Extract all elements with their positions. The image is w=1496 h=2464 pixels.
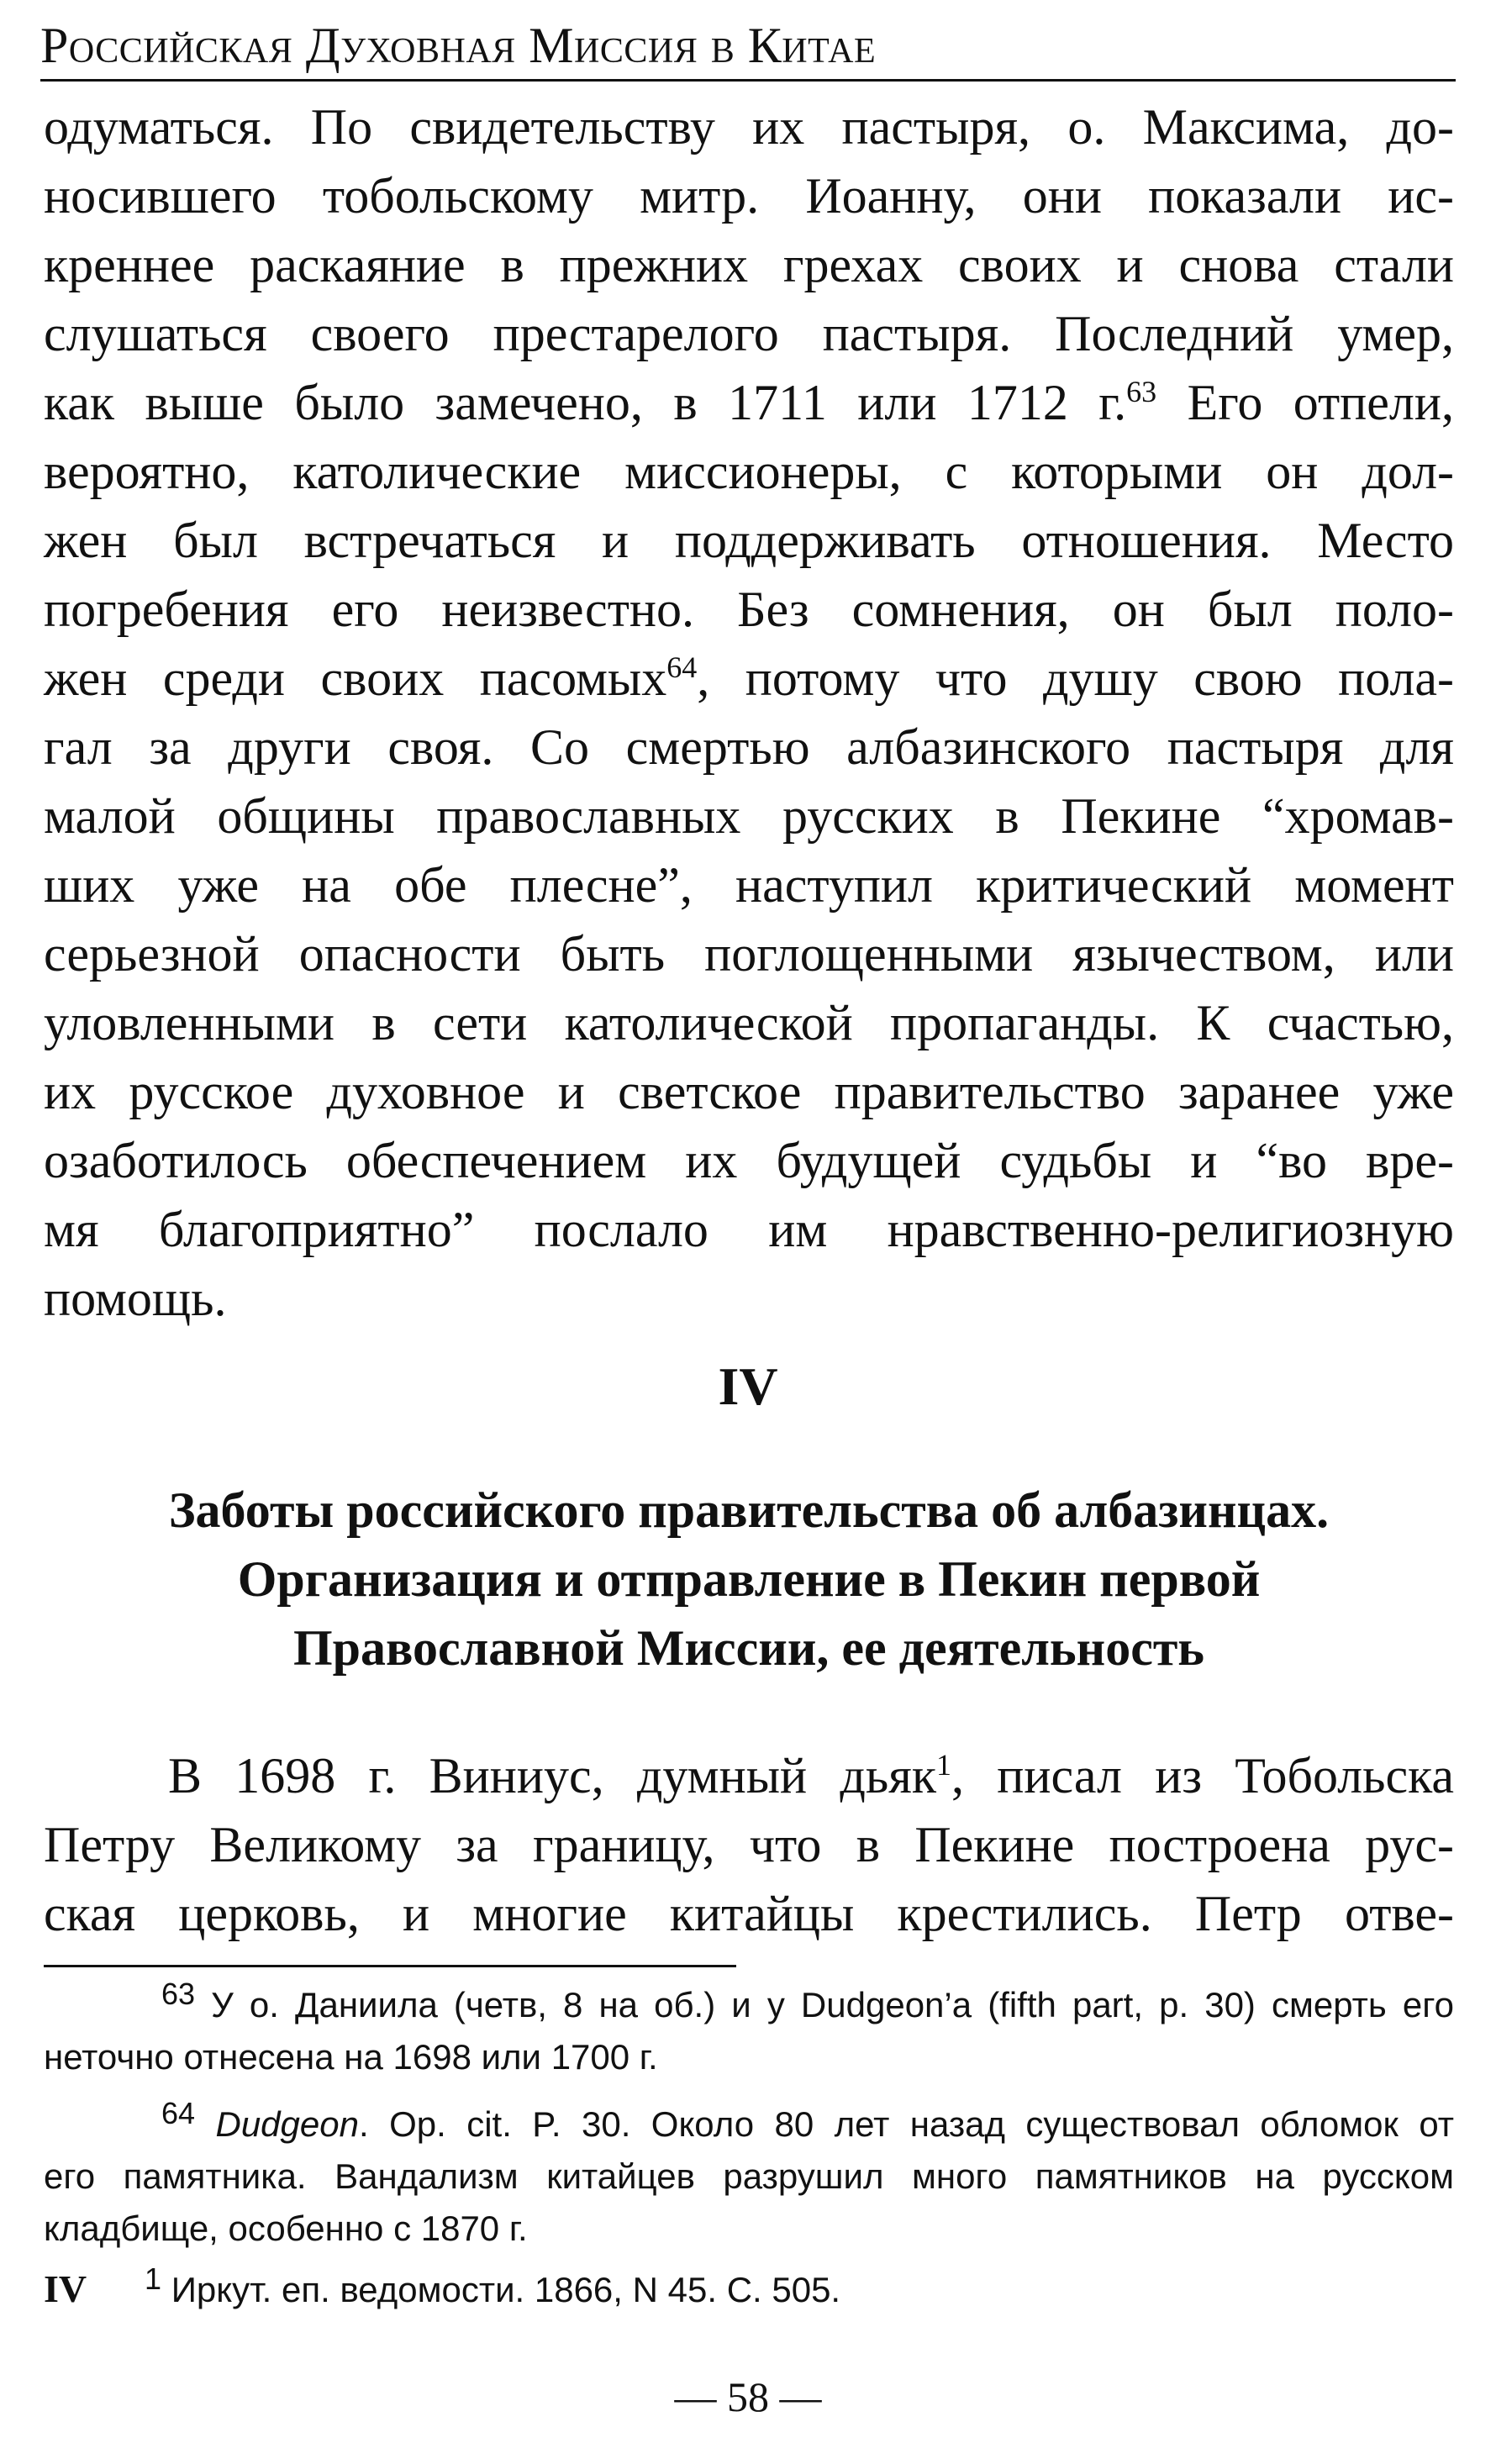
- paragraph-1: [44, 92, 1454, 1333]
- footnote-text: Иркут. еп. ведомости. 1866, N 45. С. 505.: [161, 2270, 841, 2309]
- text-line: [44, 644, 1454, 713]
- text-line: вероятно, католические миссионеры, с которыми он дол-: [44, 444, 1454, 499]
- header-rule: [40, 79, 1456, 82]
- footnote-ref-64[interactable]: 64: [666, 650, 698, 684]
- text-line: [44, 368, 1454, 437]
- text-line: ших уже на обе плесне”, наступил критический момент: [44, 857, 1454, 913]
- text-line: креннее раскаяние в прежних грехах своих и снова стали: [44, 237, 1454, 292]
- text-line: ская церковь, и многие китайцы крестились. Петр отве-: [44, 1886, 1454, 1941]
- footnote-ref-1[interactable]: 1: [936, 1748, 952, 1782]
- text-line: малой общины православных русских в Пекине “хромав-: [44, 788, 1454, 844]
- text-fragment: В 1698 г. Виниус, думный дьяк: [168, 1748, 937, 1803]
- text-fragment: Его отпели,: [1156, 375, 1454, 430]
- footnote-rule: [44, 1965, 736, 1967]
- text-line: одуматься. По свидетельству их пастыря, о. Максима, до-: [44, 99, 1454, 155]
- section-title: [44, 1476, 1454, 1682]
- text-line: слушаться своего престарелого пастыря. Последний умер,: [44, 306, 1454, 361]
- text-line: уловленными в сети католической пропаганды. К счастью,: [44, 995, 1454, 1050]
- footnote-section-label: IV: [44, 2267, 87, 2310]
- text-line: серьезной опасности быть поглощенными язычеством, или: [44, 926, 1454, 982]
- paragraph-2: [44, 1741, 1454, 1948]
- footnote-63-cont: неточно отнесена на 1698 или 1700 г.: [44, 2037, 658, 2077]
- footnote-mark-64: 64: [161, 2096, 196, 2130]
- footnote-ref-63[interactable]: 63: [1126, 375, 1157, 408]
- footnote-author: Dudgeon: [215, 2104, 359, 2144]
- footnote-64-cont: его памятника. Вандализм китайцев разрушил много памятников на русском: [44, 2156, 1454, 2196]
- footnote-mark-1: 1: [145, 2261, 162, 2296]
- text-line: озаботилось обеспечением их будущей судьбы и “во вре-: [44, 1133, 1454, 1188]
- footnote-1: [44, 2263, 1454, 2316]
- text-fragment: как выше было замечено, в 1711 или 1712 г.: [44, 375, 1127, 430]
- page-number: — 58 —: [674, 2373, 822, 2420]
- footnotes: [44, 1979, 1454, 2316]
- footnote-64-cont: кладбище, особенно с 1870 г.: [44, 2209, 528, 2248]
- text-line: помощь.: [44, 1271, 227, 1326]
- text-fragment: , потому что душу свою пола-: [697, 650, 1455, 706]
- running-head: Российская Духовная Миссия в Китае: [40, 18, 877, 73]
- text-line: [44, 1741, 1454, 1810]
- text-fragment: , писал из Тобольска: [951, 1748, 1454, 1803]
- text-line: их русское духовное и светское правительство заранее уже: [44, 1064, 1454, 1119]
- text-fragment: жен среди своих пасомых: [44, 650, 667, 706]
- text-line: жен был встречаться и поддерживать отношения. Место: [44, 513, 1454, 568]
- text-line: гал за други своя. Со смертью албазинского пастыря для: [44, 719, 1454, 775]
- footnote-text: . Op. cit. P. 30. Около 80 лет назад существовал обломок от: [358, 2104, 1454, 2144]
- text-line: носившего тобольскому митр. Иоанну, они показали ис-: [44, 168, 1454, 224]
- footnote-64: [44, 2098, 1454, 2151]
- footnote-spacer: [44, 2083, 1454, 2098]
- section-title-line: Организация и отправление в Пекин первой: [237, 1551, 1261, 1607]
- text-line: мя благоприятно” послало им нравственно-религиозную: [44, 1202, 1454, 1257]
- footnote-mark-63: 63: [161, 1977, 196, 2011]
- footnote-text: У о. Даниила (четв, 8 на об.) и у Dudgeon’a (fifth part, p. 30) смерть его: [195, 1985, 1454, 2024]
- section-title-line: Православной Миссии, ее деятельность: [292, 1620, 1205, 1676]
- section-number: IV: [718, 1356, 778, 1416]
- text-line: Петру Великому за границу, что в Пекине построена рус-: [44, 1817, 1454, 1872]
- footnote-63: [44, 1979, 1454, 2031]
- section-title-line: Заботы российского правительства об албазинцах.: [168, 1482, 1330, 1538]
- text-line: погребения его неизвестно. Без сомнения, он был поло-: [44, 582, 1454, 637]
